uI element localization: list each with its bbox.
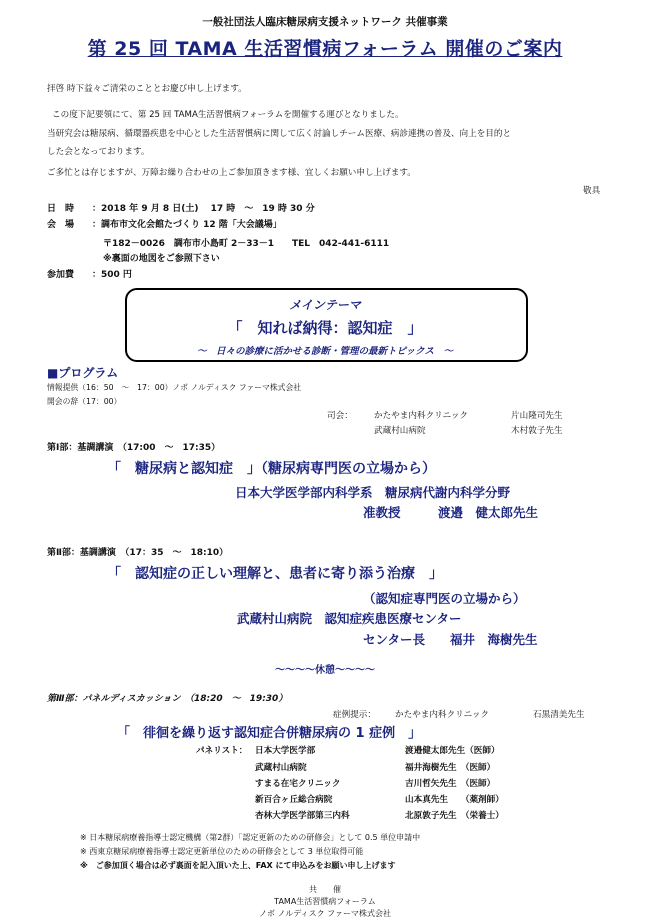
break-text: ～～～～休憩～～～～ (275, 665, 375, 676)
part1-title: 「 糖尿病と認知症 」（糖尿病専門医の立場から） (107, 461, 436, 477)
fee-label: 参加費 (47, 270, 75, 280)
letter-line-4: した会となっております。 (47, 147, 150, 157)
panelist-5-name: 北原敦子先生 （栄養士） (405, 811, 504, 821)
main-theme-subtitle: ～ 日々の診療に活かせる診断・管理の最新トピックス ～ (196, 346, 454, 357)
main-theme-heading: メインテーマ (289, 298, 361, 312)
note-3: ※ ご参加頂く場合は必ず裏面を記入頂いた上、FAX にて申込みをお願い申し上げます (80, 861, 396, 870)
chair-label: 司会： (327, 411, 353, 421)
footer-label: 共 催 (309, 885, 341, 894)
program-opening: 開会の辞（17：00） (47, 397, 122, 406)
panelist-1-org: 日本大学医学部 (255, 746, 316, 756)
supertitle: 一般社団法人臨床糖尿病支援ネットワーク 共催事業 (202, 16, 448, 28)
panelist-2-org: 武蔵村山病院 (255, 763, 307, 773)
note-2: ※ 西東京糖尿病療養指導士認定更新単位のための研修会として 3 単位取得可能 (80, 847, 364, 856)
chair1-org: かたやま内科クリニック (374, 411, 469, 421)
part2-speaker-org: 武蔵村山病院 認知症疾患医療センター (237, 611, 462, 626)
part1-label: 第Ⅰ部：基調講演 （17:00 ～ 17:35） (47, 443, 221, 453)
program-heading: ■プログラム (47, 366, 119, 380)
part1-speaker-org: 日本大学医学部内科学系 糖尿病代謝内科学分野 (235, 485, 511, 500)
map-note: ※裏面の地図をご参照下さい (103, 254, 220, 264)
fee-value: ：500 円 (92, 270, 132, 280)
part1-speaker-name: 准教授 渡邉 健太郎先生 (363, 505, 539, 520)
letter-closing: 敬具 (583, 186, 601, 196)
main-theme-title: 「 知れば納得：認知症 」 (227, 319, 423, 337)
part2-subtitle: （認知症専門医の立場から） (363, 591, 526, 606)
panelist-4-name: 山本真先生 （薬剤師） (405, 795, 504, 805)
program-info: 情報提供（16：50 ～ 17：00）ノボ ノルディスク ファーマ株式会社 (47, 383, 302, 392)
letter-line-5: ご多忙とは存じますが、万障お繰り合わせの上ご参加頂きます様、宜しくお願い申し上げます。 (47, 168, 416, 178)
part3-title: 「 徘徊を繰り返す認知症合併糖尿病の 1 症例 」 (117, 726, 422, 741)
case-name: 石黒清美先生 (533, 710, 585, 720)
part2-title: 「 認知症の正しい理解と、患者に寄り添う治療 」 (107, 566, 443, 582)
part2-label: 第Ⅱ部：基調講演 （17：35 ～ 18:10） (47, 548, 229, 558)
panelist-3-org: すまる在宅クリニック (255, 779, 341, 789)
letter-line-3: 当研究会は糖尿病、循環器疾患を中心とした生活習慣病に関して広く討論しチーム医療、病診連携の普及、向上を目的と (47, 129, 512, 139)
letter-line-1: 拝啓 時下益々ご清栄のこととお慶び申し上げます。 (47, 84, 247, 94)
case-org: かたやま内科クリニック (395, 710, 490, 720)
chair2-name: 木村敦子先生 (511, 426, 563, 436)
panelist-1-name: 渡邉健太郎先生（医師） (405, 746, 500, 756)
chair2-org: 武蔵村山病院 (374, 426, 426, 436)
venue-value: ：調布市文化会館たづくり 12 階「大会議場」 (92, 220, 282, 230)
page-title: 第 25 回 TAMA 生活習慣病フォーラム 開催のご案内 (87, 38, 563, 60)
footer-org-2: ノボ ノルディスク ファーマ株式会社 (259, 909, 391, 918)
panelist-2-name: 福井海樹先生 （医師） (405, 763, 496, 773)
panelist-5-org: 杏林大学医学部第三内科 (255, 811, 350, 821)
part3-label: 第Ⅲ部：パネルディスカッション （18:20 ～ 19:30） (47, 694, 288, 704)
date-label: 日 時 (47, 204, 75, 214)
venue-label: 会 場 (47, 220, 75, 230)
note-1: ※ 日本糖尿病療養指導士認定機構（第2群）「認定更新のための研修会」として 0.5 単位申請中 (80, 833, 421, 842)
venue-address: 〒182－0026 調布市小島町 2－33－1 TEL 042-441-6111 (103, 239, 390, 249)
panelist-3-name: 吉川哲矢先生 （医師） (405, 779, 496, 789)
chair1-name: 片山隆司先生 (511, 411, 563, 421)
part2-speaker-name: センター長 福井 海樹先生 (363, 632, 538, 647)
letter-line-2: この度下記要領にて、第 25 回 TAMA生活習慣病フォーラムを開催する運びとなりました。 (52, 110, 404, 120)
footer-org-1: TAMA生活習慣病フォーラム (274, 897, 376, 906)
panelist-4-org: 新百合ヶ丘総合病院 (255, 795, 333, 805)
case-label: 症例提示： (333, 710, 376, 720)
panelist-label: パネリスト： (196, 746, 248, 756)
date-value: ：2018 年 9 月 8 日(土) 17 時 ～ 19 時 30 分 (92, 204, 315, 214)
